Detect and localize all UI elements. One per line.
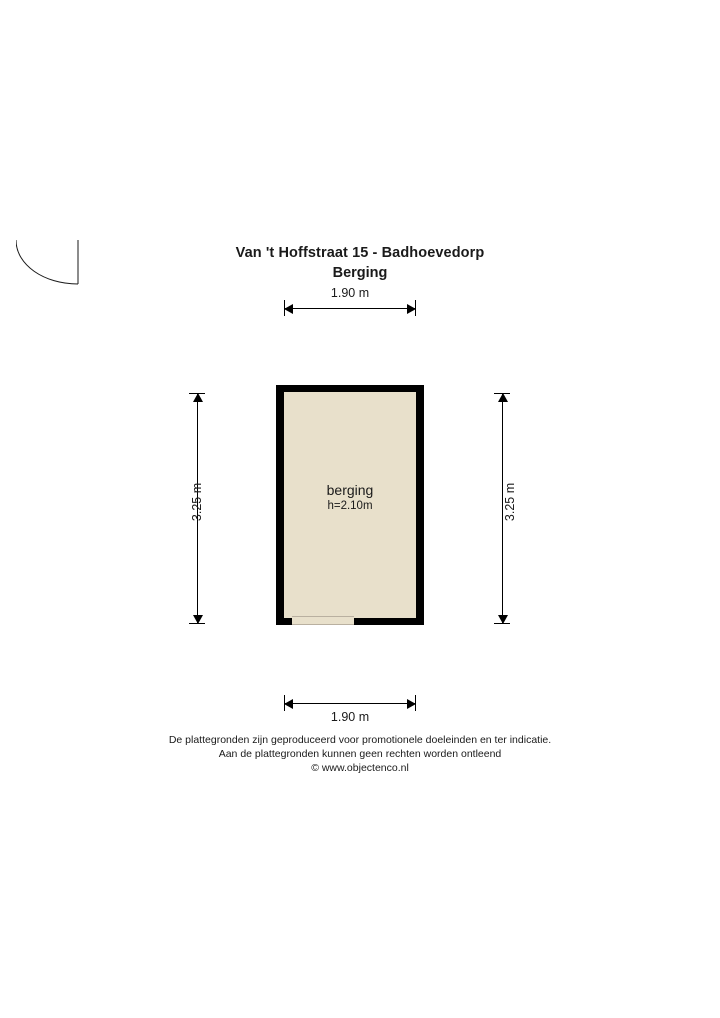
room-ceiling-height: h=2.10m — [327, 500, 373, 512]
dimension-arrow-right — [407, 304, 416, 314]
dimension-arrow-right — [407, 699, 416, 709]
dimension-arrow-top — [193, 393, 203, 402]
dimension-arrow-left — [284, 699, 293, 709]
title-address: Van 't Hoffstraat 15 - Badhoevedorp — [235, 245, 485, 261]
dimension-line — [284, 703, 416, 704]
dimension-arrow-bottom — [193, 615, 203, 624]
disclaimer-line-2: Aan de plattegronden kunnen geen rechten worden ontleend — [218, 748, 502, 760]
dimension-bottom-width — [284, 695, 416, 724]
dimension-line — [284, 308, 416, 309]
dimension-right-height-label: 3.25 m — [503, 482, 517, 522]
floorplan-room-berging — [276, 385, 424, 625]
room-name: berging — [326, 482, 374, 498]
page-title — [0, 243, 720, 283]
dimension-right-height — [494, 393, 517, 624]
dimension-arrow-bottom — [498, 615, 508, 624]
dimension-left-height-label: 3.25 m — [190, 482, 204, 522]
dimension-arrow-top — [498, 393, 508, 402]
disclaimer-line-1: De plattegronden zijn geproduceerd voor promotionele doeleinden en ter indicatie. — [168, 734, 552, 746]
door-opening — [292, 616, 354, 625]
dimension-arrow-left — [284, 304, 293, 314]
dimension-top-width-label: 1.90 m — [330, 286, 370, 300]
title-subtitle: Berging — [332, 265, 388, 281]
disclaimer — [0, 733, 720, 775]
dimension-left-height — [189, 393, 205, 624]
room-label — [276, 481, 424, 513]
dimension-bottom-width-label: 1.90 m — [330, 710, 370, 724]
copyright-line: © www.objectenco.nl — [311, 762, 409, 774]
dimension-top-width — [284, 286, 416, 316]
door-swing-arc — [16, 240, 80, 286]
